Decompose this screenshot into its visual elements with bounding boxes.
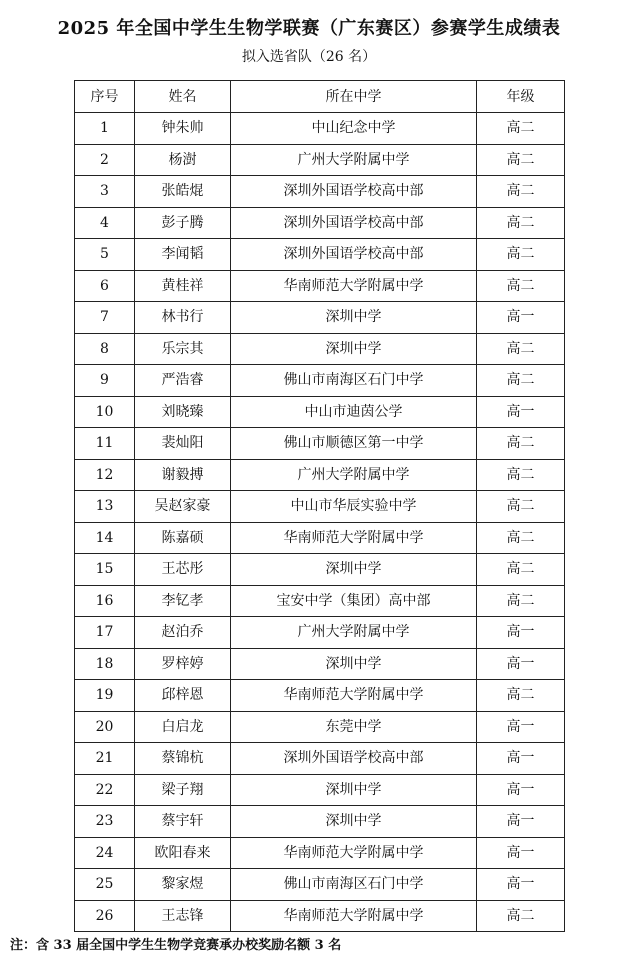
- table-row: [75, 144, 565, 176]
- cell-school: 深圳外国语学校高中部: [231, 743, 477, 775]
- cell-name: 赵泊乔: [135, 617, 231, 649]
- cell-name: 严浩睿: [135, 365, 231, 397]
- cell-index: 6: [75, 270, 135, 302]
- score-table-header: [75, 81, 565, 113]
- cell-grade: 高二: [477, 491, 565, 523]
- cell-grade: 高一: [477, 869, 565, 901]
- cell-name: 裴灿阳: [135, 428, 231, 460]
- cell-index: 11: [75, 428, 135, 460]
- cell-name: 谢毅搏: [135, 459, 231, 491]
- cell-grade: 高一: [477, 743, 565, 775]
- cell-school: 中山市迪茵公学: [231, 396, 477, 428]
- table-row: [75, 680, 565, 712]
- cell-name: 钟朱帅: [135, 113, 231, 145]
- cell-index: 18: [75, 648, 135, 680]
- cell-school: 佛山市顺德区第一中学: [231, 428, 477, 460]
- cell-school: 深圳中学: [231, 302, 477, 334]
- cell-name: 罗梓婷: [135, 648, 231, 680]
- table-row: [75, 585, 565, 617]
- cell-grade: 高一: [477, 711, 565, 743]
- cell-index: 9: [75, 365, 135, 397]
- cell-grade: 高二: [477, 522, 565, 554]
- cell-school: 东莞中学: [231, 711, 477, 743]
- table-row: [75, 522, 565, 554]
- table-row: [75, 837, 565, 869]
- cell-index: 25: [75, 869, 135, 901]
- cell-school: 深圳中学: [231, 648, 477, 680]
- cell-school: 深圳中学: [231, 333, 477, 365]
- cell-name: 李闻韬: [135, 239, 231, 271]
- cell-grade: 高二: [477, 113, 565, 145]
- cell-index: 19: [75, 680, 135, 712]
- cell-school: 广州大学附属中学: [231, 617, 477, 649]
- cell-school: 华南师范大学附属中学: [231, 900, 477, 932]
- table-row: [75, 333, 565, 365]
- document-title: 2025 年全国中学生生物学联赛（广东赛区）参赛学生成绩表: [57, 18, 561, 39]
- cell-index: 22: [75, 774, 135, 806]
- cell-name: 杨澍: [135, 144, 231, 176]
- cell-index: 17: [75, 617, 135, 649]
- cell-index: 12: [75, 459, 135, 491]
- table-row: [75, 900, 565, 932]
- cell-school: 深圳外国语学校高中部: [231, 239, 477, 271]
- cell-school: 深圳中学: [231, 774, 477, 806]
- table-row: [75, 554, 565, 586]
- table-row: [75, 396, 565, 428]
- cell-grade: 高二: [477, 459, 565, 491]
- cell-grade: 高二: [477, 554, 565, 586]
- cell-school: 宝安中学（集团）高中部: [231, 585, 477, 617]
- table-row: [75, 207, 565, 239]
- table-row: [75, 648, 565, 680]
- cell-grade: 高一: [477, 806, 565, 838]
- cell-grade: 高二: [477, 239, 565, 271]
- cell-school: 华南师范大学附属中学: [231, 837, 477, 869]
- cell-index: 24: [75, 837, 135, 869]
- cell-school: 佛山市南海区石门中学: [231, 365, 477, 397]
- cell-name: 蔡宇轩: [135, 806, 231, 838]
- cell-index: 3: [75, 176, 135, 208]
- cell-grade: 高二: [477, 680, 565, 712]
- cell-name: 黄桂祥: [135, 270, 231, 302]
- cell-grade: 高二: [477, 333, 565, 365]
- table-row: [75, 428, 565, 460]
- cell-grade: 高二: [477, 900, 565, 932]
- cell-index: 13: [75, 491, 135, 523]
- cell-name: 邱梓恩: [135, 680, 231, 712]
- cell-school: 佛山市南海区石门中学: [231, 869, 477, 901]
- table-row: [75, 113, 565, 145]
- cell-index: 23: [75, 806, 135, 838]
- cell-school: 中山纪念中学: [231, 113, 477, 145]
- cell-grade: 高一: [477, 837, 565, 869]
- cell-grade: 高一: [477, 617, 565, 649]
- cell-grade: 高一: [477, 396, 565, 428]
- table-row: [75, 869, 565, 901]
- cell-name: 李钇孝: [135, 585, 231, 617]
- table-row: [75, 491, 565, 523]
- cell-school: 华南师范大学附属中学: [231, 270, 477, 302]
- cell-name: 刘晓臻: [135, 396, 231, 428]
- table-row: [75, 806, 565, 838]
- table-row: [75, 239, 565, 271]
- cell-grade: 高二: [477, 207, 565, 239]
- cell-index: 5: [75, 239, 135, 271]
- cell-grade: 高二: [477, 144, 565, 176]
- header-name: 姓名: [135, 81, 231, 113]
- cell-index: 7: [75, 302, 135, 334]
- cell-index: 16: [75, 585, 135, 617]
- cell-index: 21: [75, 743, 135, 775]
- cell-index: 10: [75, 396, 135, 428]
- table-row: [75, 774, 565, 806]
- table-row: [75, 302, 565, 334]
- table-row: [75, 459, 565, 491]
- cell-grade: 高一: [477, 302, 565, 334]
- cell-name: 梁子翔: [135, 774, 231, 806]
- table-row: [75, 270, 565, 302]
- cell-index: 8: [75, 333, 135, 365]
- cell-name: 蔡锦杭: [135, 743, 231, 775]
- cell-name: 欧阳春来: [135, 837, 231, 869]
- table-row: [75, 711, 565, 743]
- cell-index: 4: [75, 207, 135, 239]
- cell-index: 20: [75, 711, 135, 743]
- cell-grade: 高二: [477, 270, 565, 302]
- cell-school: 中山市华辰实验中学: [231, 491, 477, 523]
- cell-index: 1: [75, 113, 135, 145]
- cell-name: 王志锋: [135, 900, 231, 932]
- header-grade: 年级: [477, 81, 565, 113]
- cell-index: 26: [75, 900, 135, 932]
- cell-school: 广州大学附属中学: [231, 144, 477, 176]
- score-table-body: [75, 113, 565, 932]
- cell-school: 广州大学附属中学: [231, 459, 477, 491]
- cell-name: 白启龙: [135, 711, 231, 743]
- cell-grade: 高二: [477, 365, 565, 397]
- cell-name: 林书行: [135, 302, 231, 334]
- table-row: [75, 176, 565, 208]
- cell-school: 华南师范大学附属中学: [231, 680, 477, 712]
- cell-name: 吴赵家豪: [135, 491, 231, 523]
- cell-school: 深圳中学: [231, 806, 477, 838]
- cell-grade: 高二: [477, 176, 565, 208]
- header-index: 序号: [75, 81, 135, 113]
- cell-index: 15: [75, 554, 135, 586]
- cell-grade: 高二: [477, 585, 565, 617]
- cell-name: 乐宗其: [135, 333, 231, 365]
- cell-name: 彭子腾: [135, 207, 231, 239]
- cell-index: 14: [75, 522, 135, 554]
- cell-grade: 高二: [477, 428, 565, 460]
- table-row: [75, 365, 565, 397]
- cell-school: 深圳外国语学校高中部: [231, 207, 477, 239]
- footnote: 注：含 33 届全国中学生生物学竞赛承办校奖励名额 3 名: [10, 938, 342, 953]
- cell-name: 陈嘉硕: [135, 522, 231, 554]
- cell-school: 深圳中学: [231, 554, 477, 586]
- cell-grade: 高一: [477, 774, 565, 806]
- document-subtitle: 拟入选省队（26 名）: [241, 49, 377, 65]
- cell-name: 黎家煜: [135, 869, 231, 901]
- cell-name: 张皓焜: [135, 176, 231, 208]
- cell-school: 深圳外国语学校高中部: [231, 176, 477, 208]
- cell-school: 华南师范大学附属中学: [231, 522, 477, 554]
- header-school: 所在中学: [231, 81, 477, 113]
- cell-name: 王芯彤: [135, 554, 231, 586]
- cell-grade: 高一: [477, 648, 565, 680]
- score-table: [74, 80, 565, 932]
- cell-index: 2: [75, 144, 135, 176]
- table-row: [75, 743, 565, 775]
- header-row: [75, 81, 565, 113]
- table-row: [75, 617, 565, 649]
